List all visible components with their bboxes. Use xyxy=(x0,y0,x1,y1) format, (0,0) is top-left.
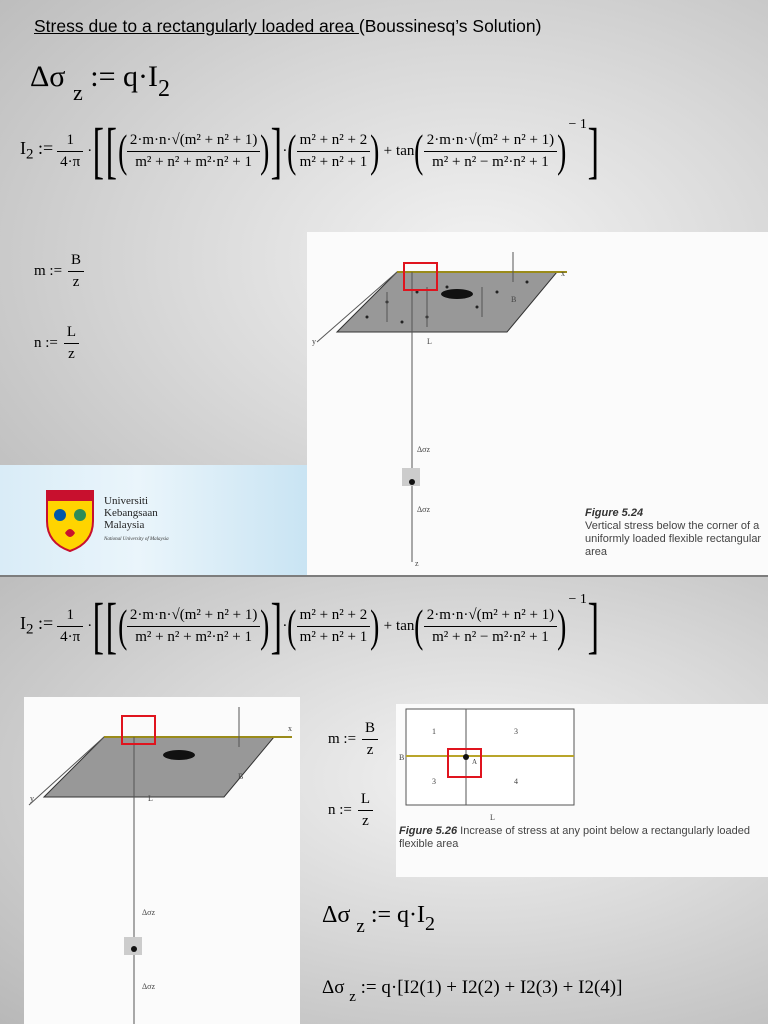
sum-rhs: q·[I2(1) + I2(2) + I2(3) + I2(4)] xyxy=(381,977,623,998)
university-tagline: National University of Malaysia xyxy=(104,537,169,542)
title-underlined: Stress due to a rectangularly loaded area xyxy=(34,16,359,36)
stress-sum-equation: Δσ $_z$ := q·[I2(1) + I2(2) + I2(3) + I2(4)] xyxy=(322,977,623,1005)
university-logo-band xyxy=(0,465,307,575)
exponent: − 1 xyxy=(568,117,587,132)
loaded-area-diagram-2 xyxy=(24,697,300,1024)
term1-fraction: $\frac{\text{2·m·n·√(m² + n² + 1)}}{\text{m² + n² + m²·n² + 1}}$ xyxy=(127,132,260,170)
university-crest-icon xyxy=(45,487,95,553)
rectangle-subdivision-diagram xyxy=(396,704,768,877)
point-highlight-box xyxy=(447,748,482,778)
svg-text:x: x xyxy=(288,724,292,733)
svg-text:1: 1 xyxy=(432,727,436,736)
n-definition: n := $\frac{L}{z}$ xyxy=(34,324,79,362)
svg-text:B: B xyxy=(399,753,405,762)
svg-text:4: 4 xyxy=(514,777,518,786)
figure-5-24-caption: Figure 5.24 Vertical stress below the corner of a uniformly loaded flexible rectangular area xyxy=(585,507,762,558)
figure-5-26-caption: Figure 5.26 Increase of stress at any point below a rectangularly loaded flexible area xyxy=(399,825,750,850)
svg-text:L: L xyxy=(427,337,432,346)
slide-2 xyxy=(0,577,768,1024)
svg-text:Δσz: Δσz xyxy=(142,908,156,917)
slide-title xyxy=(34,16,541,37)
term3-fraction: $\frac{\text{2·m·n·√(m² + n² + 1)}}{\text{m² + n² − m²·n² + 1}}$ xyxy=(424,132,557,170)
svg-text:x: x xyxy=(561,269,565,278)
coef-fraction: $\frac{1}{4\cdot\pi}$ xyxy=(57,132,83,170)
m-definition: m := $\frac{B}{z}$ xyxy=(34,252,84,290)
corner-highlight-box-2 xyxy=(121,715,156,745)
rhs-q-i: q·I xyxy=(123,60,158,93)
i2-formula: $I_2$ := $\frac{1}{4\cdot\pi}$ · [ [ ( $\frac{\text{2·m·n·√(m² + n² + 1)}}{\text{m² + n² + m²·n² + 1}}$ ) ] · ( $\frac{\text{m² + n² + 2}}{\text{m² + n² + 1}}$ ) + tan ( $\frac{\text{2·m·n·√(m² + n² + 1)}}{\text{m² + n² − m²·n² + 1}}$ ) − 1 ] xyxy=(20,117,599,185)
figure-5-24-repeat xyxy=(24,697,300,1024)
svg-text:L: L xyxy=(148,794,153,803)
svg-text:Δσz: Δσz xyxy=(417,445,431,454)
svg-text:L: L xyxy=(490,813,495,822)
svg-text:A: A xyxy=(472,758,478,766)
svg-text:y: y xyxy=(312,337,316,346)
svg-text:Δσz: Δσz xyxy=(142,982,156,991)
tan-label: tan xyxy=(396,142,415,159)
delta-sigma: Δσ xyxy=(30,60,66,93)
svg-text:Δσz: Δσz xyxy=(417,505,431,514)
title-rest: (Boussinesq’s Solution) xyxy=(358,16,542,36)
term2-fraction: $\frac{\text{m² + n² + 2}}{\text{m² + n² + 1}}$ xyxy=(297,132,371,170)
assign-operator: := xyxy=(90,60,116,93)
university-name: Universiti Kebangsaan Malaysia xyxy=(104,495,158,531)
i2-lhs: $I_2$ := xyxy=(20,138,54,163)
svg-text:3: 3 xyxy=(514,727,518,736)
n-definition-2: n := $\frac{L}{z}$ xyxy=(328,791,373,829)
i2-formula-2: $I_2$ := $\frac{1}{4\cdot\pi}$ · [ [ ( $\frac{\text{2·m·n·√(m² + n² + 1)}}{\text{m² + n² + m²·n² + 1}}$ ) ] · ( $\frac{\text{m² + n² + 2}}{\text{m² + n² + 1}}$ ) + tan ( $\frac{\text{2·m·n·√(m² + n² + 1)}}{\text{m² + n² − m²·n² + 1}}$ ) − 1 ] xyxy=(20,592,599,660)
figure-5-24 xyxy=(307,232,768,575)
rhs-subscript: 2 xyxy=(157,76,170,102)
figure-5-26 xyxy=(396,704,768,877)
subscript-z: z xyxy=(72,80,83,105)
svg-text:B: B xyxy=(238,772,244,781)
m-definition-2: m := $\frac{B}{z}$ xyxy=(328,720,378,758)
svg-text:z: z xyxy=(415,559,419,568)
svg-text:y: y xyxy=(30,794,34,803)
stress-equation xyxy=(30,60,170,105)
stress-equation-2: Δσ $_z$ := $q\cdot I_2$ xyxy=(322,902,435,937)
corner-highlight-box xyxy=(403,262,438,291)
svg-text:B: B xyxy=(511,295,517,304)
svg-text:3: 3 xyxy=(432,777,436,786)
